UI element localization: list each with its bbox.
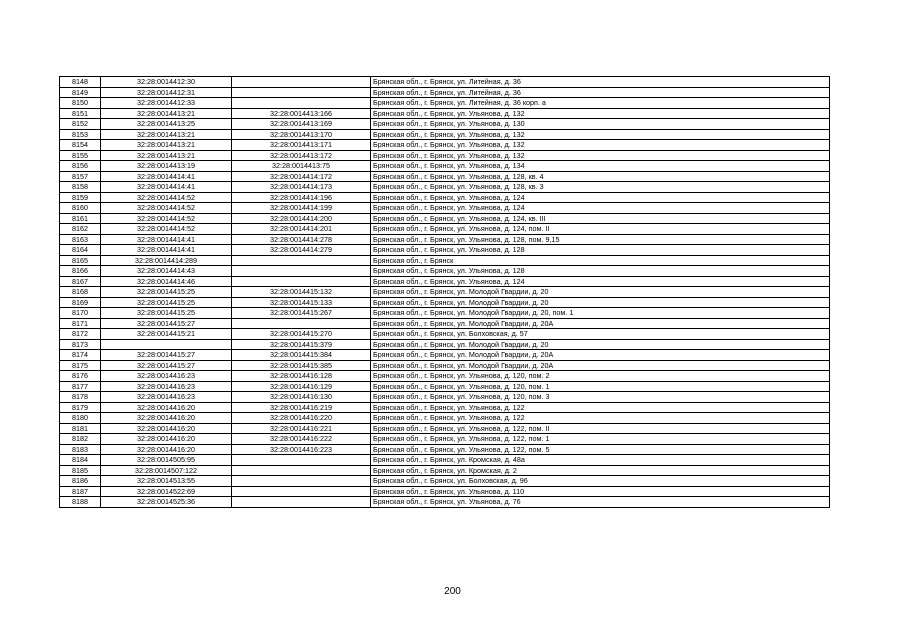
table-row bbox=[60, 245, 830, 256]
object-cadastral-number-cell: 32:28:0014413:166 bbox=[232, 108, 371, 119]
land-cadastral-number-cell: 32:28:0014413:19 bbox=[101, 161, 232, 172]
address-cell: Брянская обл., г. Брянск, ул. Молодой Гвардии, д. 20, пом. 1 bbox=[371, 308, 830, 319]
object-cadastral-number-cell: 32:28:0014415:385 bbox=[232, 360, 371, 371]
address-cell: Брянская обл., г. Брянск, ул. Молодой Гвардии, д. 20А bbox=[371, 350, 830, 361]
land-cadastral-number-cell: 32:28:0014414:52 bbox=[101, 224, 232, 235]
object-cadastral-number-cell bbox=[232, 255, 371, 266]
table-row bbox=[60, 129, 830, 140]
address-cell: Брянская обл., г. Брянск, ул. Ульянова, д. 124, пом. II bbox=[371, 224, 830, 235]
address-cell: Брянская обл., г. Брянск, ул. Ульянова, д. 122, пом. II bbox=[371, 423, 830, 434]
land-cadastral-number-cell: 32:28:0014413:21 bbox=[101, 129, 232, 140]
table-row bbox=[60, 318, 830, 329]
row-number-cell: 8179 bbox=[60, 402, 101, 413]
land-cadastral-number-cell: 32:28:0014412:30 bbox=[101, 77, 232, 88]
land-cadastral-number-cell: 32:28:0014413:21 bbox=[101, 150, 232, 161]
address-cell: Брянская обл., г. Брянск, ул. Ульянова, д. 122 bbox=[371, 413, 830, 424]
row-number-cell: 8172 bbox=[60, 329, 101, 340]
row-number-cell: 8181 bbox=[60, 423, 101, 434]
row-number-cell: 8153 bbox=[60, 129, 101, 140]
address-cell: Брянская обл., г. Брянск, ул. Ульянова, д. 124 bbox=[371, 192, 830, 203]
object-cadastral-number-cell bbox=[232, 318, 371, 329]
table-row bbox=[60, 150, 830, 161]
table-row bbox=[60, 119, 830, 130]
address-cell: Брянская обл., г. Брянск, ул. Ульянова, д. 120, пом. 2 bbox=[371, 371, 830, 382]
object-cadastral-number-cell: 32:28:0014416:219 bbox=[232, 402, 371, 413]
object-cadastral-number-cell: 32:28:0014415:270 bbox=[232, 329, 371, 340]
table-row bbox=[60, 98, 830, 109]
land-cadastral-number-cell: 32:28:0014415:27 bbox=[101, 318, 232, 329]
object-cadastral-number-cell: 32:28:0014416:130 bbox=[232, 392, 371, 403]
object-cadastral-number-cell: 32:28:0014415:384 bbox=[232, 350, 371, 361]
object-cadastral-number-cell: 32:28:0014415:133 bbox=[232, 297, 371, 308]
row-number-cell: 8163 bbox=[60, 234, 101, 245]
table-row bbox=[60, 465, 830, 476]
table-row bbox=[60, 213, 830, 224]
address-cell: Брянская обл., г. Брянск, ул. Ульянова, д. 120, пом. 1 bbox=[371, 381, 830, 392]
row-number-cell: 8188 bbox=[60, 497, 101, 508]
address-cell: Брянская обл., г. Брянск, ул. Ульянова, д. 130 bbox=[371, 119, 830, 130]
table-row bbox=[60, 266, 830, 277]
land-cadastral-number-cell: 32:28:0014416:23 bbox=[101, 371, 232, 382]
object-cadastral-number-cell: 32:28:0014414:201 bbox=[232, 224, 371, 235]
table-row bbox=[60, 224, 830, 235]
row-number-cell: 8176 bbox=[60, 371, 101, 382]
address-cell: Брянская обл., г. Брянск, ул. Ульянова, д. 128 bbox=[371, 245, 830, 256]
object-cadastral-number-cell: 32:28:0014413:169 bbox=[232, 119, 371, 130]
row-number-cell: 8161 bbox=[60, 213, 101, 224]
land-cadastral-number-cell: 32:28:0014525:36 bbox=[101, 497, 232, 508]
land-cadastral-number-cell: 32:28:0014415:27 bbox=[101, 350, 232, 361]
address-cell: Брянская обл., г. Брянск, ул. Литейная, д. 36 bbox=[371, 77, 830, 88]
object-cadastral-number-cell: 32:28:0014415:379 bbox=[232, 339, 371, 350]
land-cadastral-number-cell: 32:28:0014513:55 bbox=[101, 476, 232, 487]
table-row bbox=[60, 444, 830, 455]
address-cell: Брянская обл., г. Брянск, ул. Ульянова, д. 124, кв. III bbox=[371, 213, 830, 224]
address-cell: Брянская обл., г. Брянск, ул. Ульянова, д. 122, пом. 1 bbox=[371, 434, 830, 445]
object-cadastral-number-cell bbox=[232, 276, 371, 287]
land-cadastral-number-cell: 32:28:0014416:20 bbox=[101, 423, 232, 434]
object-cadastral-number-cell: 32:28:0014413:75 bbox=[232, 161, 371, 172]
cadastral-table bbox=[59, 76, 830, 508]
land-cadastral-number-cell: 32:28:0014414:52 bbox=[101, 213, 232, 224]
address-cell: Брянская обл., г. Брянск, ул. Ульянова, д. 76 bbox=[371, 497, 830, 508]
row-number-cell: 8156 bbox=[60, 161, 101, 172]
row-number-cell: 8165 bbox=[60, 255, 101, 266]
row-number-cell: 8184 bbox=[60, 455, 101, 466]
table-row bbox=[60, 434, 830, 445]
table-row bbox=[60, 87, 830, 98]
land-cadastral-number-cell: 32:28:0014415:27 bbox=[101, 360, 232, 371]
table-row bbox=[60, 402, 830, 413]
object-cadastral-number-cell: 32:28:0014414:172 bbox=[232, 171, 371, 182]
land-cadastral-number-cell: 32:28:0014414:43 bbox=[101, 266, 232, 277]
row-number-cell: 8185 bbox=[60, 465, 101, 476]
object-cadastral-number-cell bbox=[232, 87, 371, 98]
address-cell: Брянская обл., г. Брянск, ул. Ульянова, д. 124 bbox=[371, 276, 830, 287]
row-number-cell: 8175 bbox=[60, 360, 101, 371]
row-number-cell: 8148 bbox=[60, 77, 101, 88]
land-cadastral-number-cell: 32:28:0014415:25 bbox=[101, 287, 232, 298]
object-cadastral-number-cell: 32:28:0014413:172 bbox=[232, 150, 371, 161]
object-cadastral-number-cell: 32:28:0014416:221 bbox=[232, 423, 371, 434]
land-cadastral-number-cell: 32:28:0014416:20 bbox=[101, 434, 232, 445]
table-row bbox=[60, 276, 830, 287]
table-body bbox=[60, 77, 830, 508]
address-cell: Брянская обл., г. Брянск, ул. Молодой Гвардии, д. 20А bbox=[371, 360, 830, 371]
table-row bbox=[60, 350, 830, 361]
table-row bbox=[60, 140, 830, 151]
row-number-cell: 8149 bbox=[60, 87, 101, 98]
object-cadastral-number-cell: 32:28:0014415:267 bbox=[232, 308, 371, 319]
object-cadastral-number-cell: 32:28:0014416:129 bbox=[232, 381, 371, 392]
address-cell: Брянская обл., г. Брянск, ул. Ульянова, д. 122 bbox=[371, 402, 830, 413]
object-cadastral-number-cell bbox=[232, 455, 371, 466]
object-cadastral-number-cell: 32:28:0014413:171 bbox=[232, 140, 371, 151]
row-number-cell: 8183 bbox=[60, 444, 101, 455]
object-cadastral-number-cell bbox=[232, 77, 371, 88]
table-row bbox=[60, 287, 830, 298]
page-number: 200 bbox=[444, 586, 461, 597]
row-number-cell: 8187 bbox=[60, 486, 101, 497]
address-cell: Брянская обл., г. Брянск, ул. Молодой Гвардии, д. 20 bbox=[371, 297, 830, 308]
land-cadastral-number-cell: 32:28:0014413:21 bbox=[101, 108, 232, 119]
object-cadastral-number-cell bbox=[232, 98, 371, 109]
table-row bbox=[60, 455, 830, 466]
address-cell: Брянская обл., г. Брянск, ул. Ульянова, д. 128 bbox=[371, 266, 830, 277]
object-cadastral-number-cell: 32:28:0014415:132 bbox=[232, 287, 371, 298]
land-cadastral-number-cell: 32:28:0014414:289 bbox=[101, 255, 232, 266]
land-cadastral-number-cell bbox=[101, 339, 232, 350]
address-cell: Брянская обл., г. Брянск, ул. Ульянова, д. 110 bbox=[371, 486, 830, 497]
row-number-cell: 8152 bbox=[60, 119, 101, 130]
address-cell: Брянская обл., г. Брянск, ул. Литейная, д. 36 корп. а bbox=[371, 98, 830, 109]
row-number-cell: 8154 bbox=[60, 140, 101, 151]
address-cell: Брянская обл., г. Брянск, ул. Ульянова, д. 120, пом. 3 bbox=[371, 392, 830, 403]
object-cadastral-number-cell: 32:28:0014414:173 bbox=[232, 182, 371, 193]
object-cadastral-number-cell bbox=[232, 476, 371, 487]
table-row bbox=[60, 182, 830, 193]
land-cadastral-number-cell: 32:28:0014412:33 bbox=[101, 98, 232, 109]
land-cadastral-number-cell: 32:28:0014416:23 bbox=[101, 381, 232, 392]
land-cadastral-number-cell: 32:28:0014414:41 bbox=[101, 245, 232, 256]
row-number-cell: 8180 bbox=[60, 413, 101, 424]
land-cadastral-number-cell: 32:28:0014414:41 bbox=[101, 234, 232, 245]
object-cadastral-number-cell: 32:28:0014414:200 bbox=[232, 213, 371, 224]
address-cell: Брянская обл., г. Брянск, ул. Ульянова, д. 128, пом. 9,15 bbox=[371, 234, 830, 245]
land-cadastral-number-cell: 32:28:0014414:41 bbox=[101, 171, 232, 182]
table-row bbox=[60, 476, 830, 487]
address-cell: Брянская обл., г. Брянск, ул. Ульянова, д. 128, кв. 3 bbox=[371, 182, 830, 193]
object-cadastral-number-cell: 32:28:0014416:223 bbox=[232, 444, 371, 455]
land-cadastral-number-cell: 32:28:0014414:52 bbox=[101, 192, 232, 203]
address-cell: Брянская обл., г. Брянск, ул. Ульянова, д. 124 bbox=[371, 203, 830, 214]
table-row bbox=[60, 360, 830, 371]
row-number-cell: 8173 bbox=[60, 339, 101, 350]
row-number-cell: 8170 bbox=[60, 308, 101, 319]
table-row bbox=[60, 308, 830, 319]
object-cadastral-number-cell: 32:28:0014413:170 bbox=[232, 129, 371, 140]
table-row bbox=[60, 234, 830, 245]
row-number-cell: 8167 bbox=[60, 276, 101, 287]
land-cadastral-number-cell: 32:28:0014414:41 bbox=[101, 182, 232, 193]
land-cadastral-number-cell: 32:28:0014415:21 bbox=[101, 329, 232, 340]
object-cadastral-number-cell bbox=[232, 465, 371, 476]
table-row bbox=[60, 486, 830, 497]
land-cadastral-number-cell: 32:28:0014507:122 bbox=[101, 465, 232, 476]
land-cadastral-number-cell: 32:28:0014415:25 bbox=[101, 308, 232, 319]
row-number-cell: 8186 bbox=[60, 476, 101, 487]
object-cadastral-number-cell: 32:28:0014416:222 bbox=[232, 434, 371, 445]
object-cadastral-number-cell: 32:28:0014414:196 bbox=[232, 192, 371, 203]
address-cell: Брянская обл., г. Брянск, ул. Ульянова, д. 132 bbox=[371, 129, 830, 140]
address-cell: Брянская обл., г. Брянск, ул. Ульянова, д. 132 bbox=[371, 150, 830, 161]
row-number-cell: 8162 bbox=[60, 224, 101, 235]
row-number-cell: 8155 bbox=[60, 150, 101, 161]
row-number-cell: 8157 bbox=[60, 171, 101, 182]
row-number-cell: 8164 bbox=[60, 245, 101, 256]
row-number-cell: 8169 bbox=[60, 297, 101, 308]
object-cadastral-number-cell: 32:28:0014414:278 bbox=[232, 234, 371, 245]
table-row bbox=[60, 161, 830, 172]
row-number-cell: 8159 bbox=[60, 192, 101, 203]
land-cadastral-number-cell: 32:28:0014414:46 bbox=[101, 276, 232, 287]
land-cadastral-number-cell: 32:28:0014416:23 bbox=[101, 392, 232, 403]
address-cell: Брянская обл., г. Брянск bbox=[371, 255, 830, 266]
table-row bbox=[60, 497, 830, 508]
land-cadastral-number-cell: 32:28:0014416:20 bbox=[101, 444, 232, 455]
table-row bbox=[60, 423, 830, 434]
object-cadastral-number-cell: 32:28:0014414:199 bbox=[232, 203, 371, 214]
row-number-cell: 8182 bbox=[60, 434, 101, 445]
table-row bbox=[60, 392, 830, 403]
address-cell: Брянская обл., г. Брянск, ул. Молодой Гвардии, д. 20 bbox=[371, 339, 830, 350]
address-cell: Брянская обл., г. Брянск, ул. Молодой Гвардии, д. 20А bbox=[371, 318, 830, 329]
address-cell: Брянская обл., г. Брянск, ул. Ульянова, д. 132 bbox=[371, 140, 830, 151]
address-cell: Брянская обл., г. Брянск, ул. Ульянова, д. 122, пом. 5 bbox=[371, 444, 830, 455]
object-cadastral-number-cell bbox=[232, 497, 371, 508]
address-cell: Брянская обл., г. Брянск, ул. Ульянова, д. 132 bbox=[371, 108, 830, 119]
table-row bbox=[60, 371, 830, 382]
land-cadastral-number-cell: 32:28:0014415:25 bbox=[101, 297, 232, 308]
table-row bbox=[60, 171, 830, 182]
table-row bbox=[60, 77, 830, 88]
table-row bbox=[60, 413, 830, 424]
object-cadastral-number-cell: 32:28:0014414:279 bbox=[232, 245, 371, 256]
table-row bbox=[60, 339, 830, 350]
address-cell: Брянская обл., г. Брянск, ул. Ульянова, д. 128, кв. 4 bbox=[371, 171, 830, 182]
row-number-cell: 8166 bbox=[60, 266, 101, 277]
table-row bbox=[60, 108, 830, 119]
row-number-cell: 8160 bbox=[60, 203, 101, 214]
row-number-cell: 8158 bbox=[60, 182, 101, 193]
object-cadastral-number-cell: 32:28:0014416:220 bbox=[232, 413, 371, 424]
table-row bbox=[60, 329, 830, 340]
table-row bbox=[60, 297, 830, 308]
row-number-cell: 8174 bbox=[60, 350, 101, 361]
table-row bbox=[60, 255, 830, 266]
address-cell: Брянская обл., г. Брянск, ул. Литейная, д. 36 bbox=[371, 87, 830, 98]
table-row bbox=[60, 203, 830, 214]
row-number-cell: 8151 bbox=[60, 108, 101, 119]
table-row bbox=[60, 381, 830, 392]
land-cadastral-number-cell: 32:28:0014412:31 bbox=[101, 87, 232, 98]
row-number-cell: 8150 bbox=[60, 98, 101, 109]
object-cadastral-number-cell: 32:28:0014416:128 bbox=[232, 371, 371, 382]
land-cadastral-number-cell: 32:28:0014522:69 bbox=[101, 486, 232, 497]
row-number-cell: 8168 bbox=[60, 287, 101, 298]
land-cadastral-number-cell: 32:28:0014416:20 bbox=[101, 413, 232, 424]
address-cell: Брянская обл., г. Брянск, ул. Болховская, д. 96 bbox=[371, 476, 830, 487]
land-cadastral-number-cell: 32:28:0014416:20 bbox=[101, 402, 232, 413]
land-cadastral-number-cell: 32:28:0014413:21 bbox=[101, 140, 232, 151]
address-cell: Брянская обл., г. Брянск, ул. Молодой Гвардии, д. 20 bbox=[371, 287, 830, 298]
row-number-cell: 8177 bbox=[60, 381, 101, 392]
land-cadastral-number-cell: 32:28:0014414:52 bbox=[101, 203, 232, 214]
object-cadastral-number-cell bbox=[232, 266, 371, 277]
land-cadastral-number-cell: 32:28:0014413:25 bbox=[101, 119, 232, 130]
address-cell: Брянская обл., г. Брянск, ул. Кромская, д. 2 bbox=[371, 465, 830, 476]
land-cadastral-number-cell: 32:28:0014505:95 bbox=[101, 455, 232, 466]
address-cell: Брянская обл., г. Брянск, ул. Ульянова, д. 134 bbox=[371, 161, 830, 172]
address-cell: Брянская обл., г. Брянск, ул. Кромская, д. 48а bbox=[371, 455, 830, 466]
object-cadastral-number-cell bbox=[232, 486, 371, 497]
row-number-cell: 8171 bbox=[60, 318, 101, 329]
table-row bbox=[60, 192, 830, 203]
address-cell: Брянская обл., г. Брянск, ул. Болховская, д. 57 bbox=[371, 329, 830, 340]
row-number-cell: 8178 bbox=[60, 392, 101, 403]
